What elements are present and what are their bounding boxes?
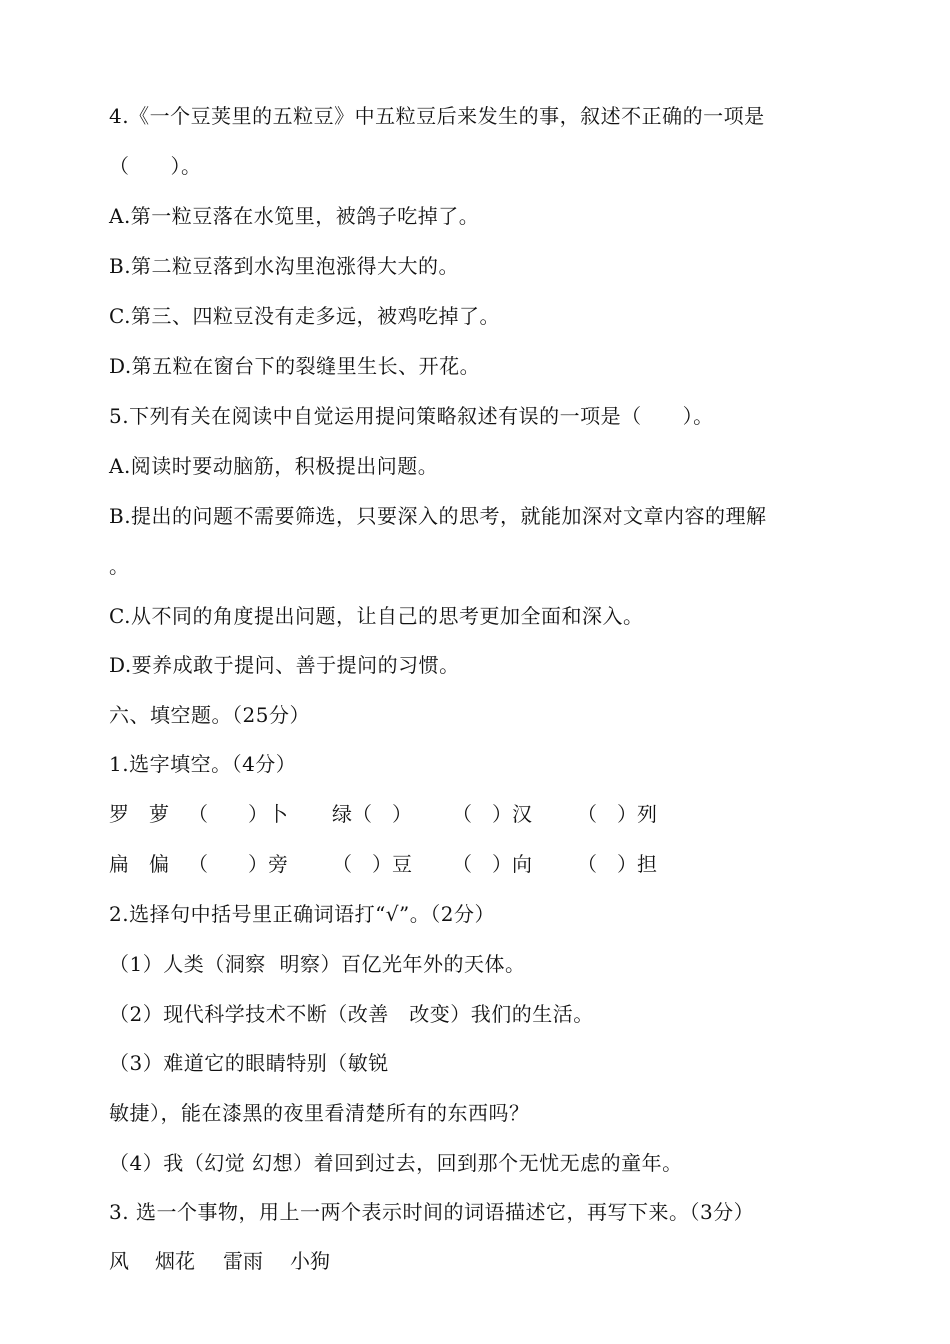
section-6-title: 六、填空题。（25分） [109,703,310,727]
sub1-title: 1.选字填空。（4分） [109,752,297,776]
blank-item: （ ）旁 [188,852,288,876]
sub2-item-1: （1）人类（洞察 明察）百亿光年外的天体。 [109,952,526,976]
word-option: 雷雨 [223,1249,263,1273]
q4-option-c: C.第三、四粒豆没有走多远，被鸡吃掉了。 [109,304,500,328]
blank-item: （ ）汉 [452,802,532,826]
q5-option-d: D.要养成敢于提问、善于提问的习惯。 [109,653,460,677]
q5-option-a: A.阅读时要动脑筋，积极提出问题。 [109,454,439,478]
blank-item: （ ）豆 [332,852,412,876]
char-pair: 罗 萝 [109,802,169,826]
sub2-title: 2.选择句中括号里正确词语打“√”。（2分） [109,902,495,926]
blank-item: 绿（ ） [332,802,412,826]
q4-stem: 4.《一个豆荚里的五粒豆》中五粒豆后来发生的事，叙述不正确的一项是 [109,104,765,128]
q5-option-c: C.从不同的角度提出问题，让自己的思考更加全面和深入。 [109,604,644,628]
word-option: 烟花 [155,1249,195,1273]
q5-stem: 5.下列有关在阅读中自觉运用提问策略叙述有误的一项是（ ）。 [109,404,714,428]
sub2-item-4: （4）我（幻觉 幻想）着回到过去，回到那个无忧无虑的童年。 [109,1151,683,1175]
blank-item: （ ）卜 [188,802,288,826]
q4-option-d: D.第五粒在窗台下的裂缝里生长、开花。 [109,354,481,378]
q4-option-a: A.第一粒豆落在水笕里，被鸽子吃掉了。 [109,204,480,228]
sub3-title: 3. 选一个事物，用上一两个表示时间的词语描述它，再写下来。（3分） [109,1200,755,1224]
blank-item: （ ）向 [452,852,532,876]
blank-item: （ ）列 [577,802,657,826]
word-option: 风 [109,1249,129,1273]
sub2-item-3: （3）难道它的眼睛特别（敏锐 [109,1051,389,1075]
sub2-item-3-cont: 敏捷），能在漆黑的夜里看清楚所有的东西吗？ [109,1101,530,1125]
word-option: 小狗 [290,1249,330,1273]
q5-option-b-tail: 。 [109,554,130,578]
blank-item: （ ）担 [577,852,657,876]
q4-answer-bracket: （ ）。 [109,154,202,178]
sub2-item-2: （2）现代科学技术不断（改善 改变）我们的生活。 [109,1002,594,1026]
char-pair: 扁 偏 [109,852,169,876]
q5-option-b: B.提出的问题不需要筛选，只要深入的思考，就能加深对文章内容的理解 [109,504,767,528]
q4-option-b: B.第二粒豆落到水沟里泡涨得大大的。 [109,254,460,278]
